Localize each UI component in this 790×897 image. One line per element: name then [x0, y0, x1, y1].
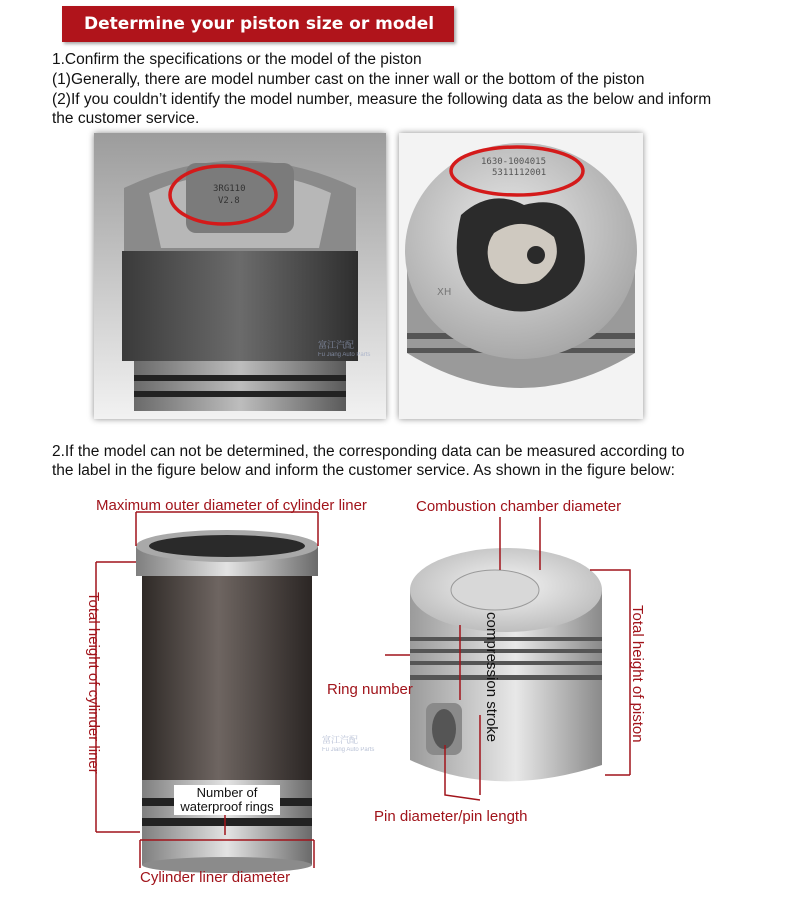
section2-line-1: 2.If the model can not be determined, the corresponding data can be measured according to	[52, 443, 685, 460]
watermark-cn-2: 富江汽配	[322, 735, 359, 745]
intro-line-2: (1)Generally, there are model number cast on the inner wall or the bottom of the piston	[52, 71, 645, 88]
section-title-banner: Determine your piston size or model	[62, 6, 454, 42]
intro-line-4: the customer service.	[52, 110, 200, 127]
watermark-en: Fu Jiang Auto Parts	[318, 352, 371, 358]
label-max-outer-diameter: Maximum outer diameter of cylinder liner	[96, 497, 367, 514]
piston-arrow-mark: XH	[437, 287, 452, 298]
label-compression-stroke: compression stroke	[483, 612, 500, 743]
label-combustion-chamber: Combustion chamber diameter	[416, 498, 622, 515]
watermark-en-2: Fu Jiang Auto Parts	[322, 747, 375, 753]
piston-stamp-code-2: 5311112001	[492, 168, 547, 178]
piston-stamp-code-1: 1630-1004015	[481, 157, 547, 167]
label-cylinder-liner-diameter: Cylinder liner diameter	[140, 869, 291, 886]
label-waterproof-rings: Number of waterproof rings	[174, 785, 280, 815]
intro-line-3: (2)If you couldn’t identify the model number, measure the following data as the below and inform	[52, 91, 712, 108]
piston-cast-code-2: V2.8	[218, 196, 240, 206]
piston-cast-code-1: 3RG110	[213, 184, 246, 194]
piston-side-photo	[94, 133, 386, 419]
piston-top-photo	[399, 133, 643, 419]
label-total-height-piston: Total height of piston	[629, 605, 646, 743]
intro-line-1: 1.Confirm the specifications or the model of the piston	[52, 51, 422, 68]
piston-diagram	[380, 515, 670, 835]
label-pin-diameter: Pin diameter/pin length	[374, 808, 528, 825]
label-ring-number: Ring number	[327, 681, 413, 698]
label-total-height-liner: Total height of cylinder liner	[85, 592, 102, 774]
section2-line-2: the label in the figure below and inform the customer service. As shown in the figure below:	[52, 462, 675, 479]
watermark-cn: 富江汽配	[318, 340, 355, 350]
